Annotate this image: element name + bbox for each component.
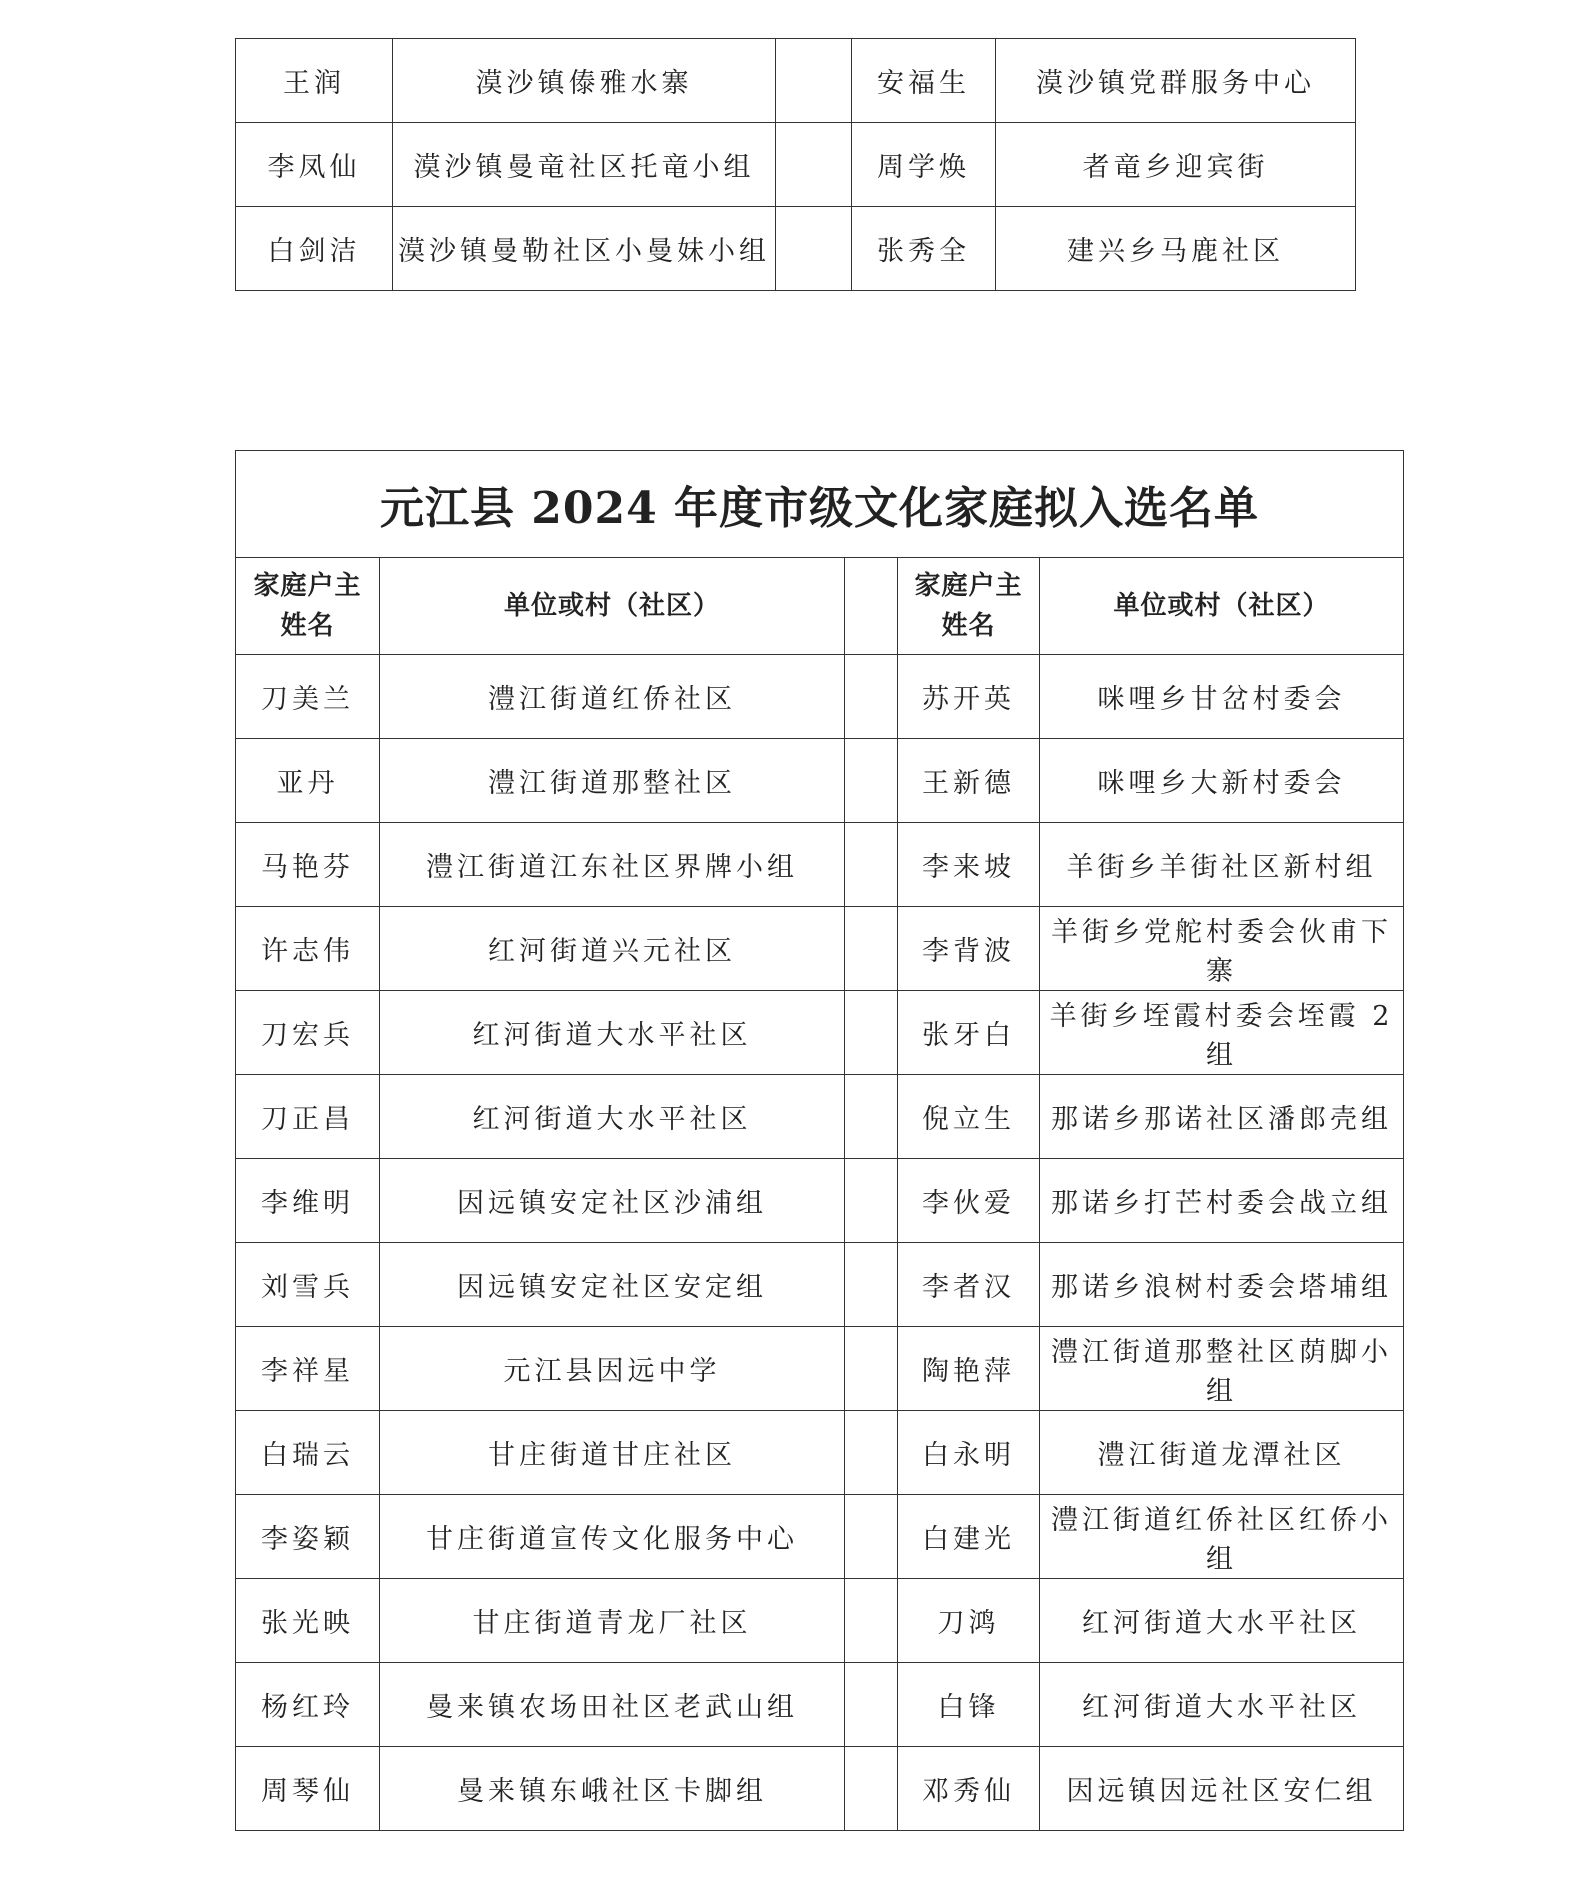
cell-unit-a: 漠沙镇曼竜社区托竜小组 [393,123,776,207]
cell-unit-b: 因远镇因远社区安仁组 [1040,1747,1404,1831]
cell-unit-a: 曼来镇农场田社区老武山组 [380,1663,845,1747]
table-row [236,1663,1404,1747]
header-name-b [898,558,1040,655]
cell-name-a: 刀美兰 [236,655,380,739]
table-row [236,739,1404,823]
cell-name-a: 亚丹 [236,739,380,823]
cell-unit-b: 咪哩乡甘岔村委会 [1040,655,1404,739]
cell-spacer [776,123,852,207]
cell-name-a: 许志伟 [236,907,380,991]
table-row [236,1075,1404,1159]
cell-name-b: 白锋 [898,1663,1040,1747]
table-row [236,655,1404,739]
table-row [236,1747,1404,1831]
cell-unit-b: 澧江街道红侨社区红侨小组 [1040,1495,1404,1579]
cell-name-b: 安福生 [852,39,996,123]
cell-name-b: 邓秀仙 [898,1747,1040,1831]
cell-name-a: 张光映 [236,1579,380,1663]
cell-name-a: 刘雪兵 [236,1243,380,1327]
header-name-a [236,558,380,655]
cell-unit-b: 建兴乡马鹿社区 [996,207,1356,291]
table-row [236,1243,1404,1327]
main-table [235,450,1404,1831]
table-row [236,1495,1404,1579]
cell-unit-b: 羊街乡垤霞村委会垤霞 2 组 [1040,991,1404,1075]
cell-spacer [845,1243,898,1327]
table-row [236,1579,1404,1663]
cell-unit-a: 曼来镇东峨社区卡脚组 [380,1747,845,1831]
cell-name-b: 李伙爱 [898,1159,1040,1243]
header-unit-b: 单位或村（社区） [1040,558,1404,655]
cell-name-a: 李祥星 [236,1327,380,1411]
table-row [236,1411,1404,1495]
title-row [236,451,1404,558]
cell-name-a: 周琴仙 [236,1747,380,1831]
cell-spacer [845,1579,898,1663]
top-table [235,38,1356,291]
cell-name-a: 马艳芬 [236,823,380,907]
cell-spacer [845,823,898,907]
cell-unit-a: 甘庄街道甘庄社区 [380,1411,845,1495]
header-name-a-line1: 家庭户主 [253,571,362,601]
cell-spacer [845,1747,898,1831]
cell-spacer [845,1159,898,1243]
top-table-body [236,39,1356,291]
cell-name-a: 李维明 [236,1159,380,1243]
cell-name-a: 王润 [236,39,393,123]
cell-spacer [845,1495,898,1579]
header-name-a-line2: 姓名 [280,611,335,641]
cell-unit-b: 咪哩乡大新村委会 [1040,739,1404,823]
table-row [236,907,1404,991]
cell-spacer [845,655,898,739]
cell-spacer [845,1075,898,1159]
table-row [236,207,1356,291]
cell-unit-a: 元江县因远中学 [380,1327,845,1411]
main-table-body [236,451,1404,1831]
cell-spacer [776,39,852,123]
cell-unit-b: 羊街乡党舵村委会伙甫下寨 [1040,907,1404,991]
table-row [236,123,1356,207]
cell-unit-a: 因远镇安定社区安定组 [380,1243,845,1327]
cell-spacer [845,1411,898,1495]
header-name-b-line1: 家庭户主 [914,571,1023,601]
cell-name-a: 白瑞云 [236,1411,380,1495]
cell-name-b: 周学焕 [852,123,996,207]
cell-unit-b: 羊街乡羊街社区新村组 [1040,823,1404,907]
cell-unit-a: 澧江街道江东社区界牌小组 [380,823,845,907]
header-unit-a: 单位或村（社区） [380,558,845,655]
cell-unit-a: 漠沙镇曼勒社区小曼妹小组 [393,207,776,291]
cell-unit-a: 澧江街道那整社区 [380,739,845,823]
table-row [236,823,1404,907]
cell-name-a: 李姿颖 [236,1495,380,1579]
cell-name-b: 李者汉 [898,1243,1040,1327]
cell-unit-b: 那诺乡打芒村委会战立组 [1040,1159,1404,1243]
cell-spacer [845,907,898,991]
cell-spacer [845,991,898,1075]
cell-unit-b: 红河街道大水平社区 [1040,1663,1404,1747]
cell-unit-b: 者竜乡迎宾街 [996,123,1356,207]
cell-unit-b: 那诺乡浪树村委会塔埔组 [1040,1243,1404,1327]
table-row [236,1159,1404,1243]
cell-unit-b: 漠沙镇党群服务中心 [996,39,1356,123]
cell-name-a: 杨红玲 [236,1663,380,1747]
table-row [236,991,1404,1075]
cell-name-b: 刀鸿 [898,1579,1040,1663]
cell-unit-a: 澧江街道红侨社区 [380,655,845,739]
cell-spacer [776,207,852,291]
cell-name-a: 刀正昌 [236,1075,380,1159]
cell-name-a: 李凤仙 [236,123,393,207]
cell-unit-b: 红河街道大水平社区 [1040,1579,1404,1663]
cell-unit-b: 澧江街道龙潭社区 [1040,1411,1404,1495]
cell-name-b: 李背波 [898,907,1040,991]
cell-name-b: 王新德 [898,739,1040,823]
cell-name-b: 倪立生 [898,1075,1040,1159]
cell-unit-a: 甘庄街道青龙厂社区 [380,1579,845,1663]
cell-unit-a: 红河街道大水平社区 [380,991,845,1075]
cell-name-b: 白建光 [898,1495,1040,1579]
cell-name-b: 陶艳萍 [898,1327,1040,1411]
header-spacer [845,558,898,655]
table-row [236,39,1356,123]
cell-name-b: 苏开英 [898,655,1040,739]
table-title: 元江县 2024 年度市级文化家庭拟入选名单 [236,451,1404,558]
cell-unit-b: 澧江街道那整社区荫脚小组 [1040,1327,1404,1411]
cell-name-b: 张秀全 [852,207,996,291]
header-name-b-line2: 姓名 [941,611,996,641]
cell-spacer [845,739,898,823]
cell-name-a: 白剑洁 [236,207,393,291]
table-row [236,1327,1404,1411]
cell-name-b: 白永明 [898,1411,1040,1495]
cell-unit-a: 红河街道兴元社区 [380,907,845,991]
cell-unit-a: 因远镇安定社区沙浦组 [380,1159,845,1243]
cell-name-a: 刀宏兵 [236,991,380,1075]
cell-name-b: 李来坡 [898,823,1040,907]
cell-unit-a: 漠沙镇傣雅水寨 [393,39,776,123]
cell-name-b: 张牙白 [898,991,1040,1075]
cell-unit-a: 甘庄街道宣传文化服务中心 [380,1495,845,1579]
cell-spacer [845,1327,898,1411]
cell-unit-b: 那诺乡那诺社区潘郎壳组 [1040,1075,1404,1159]
cell-unit-a: 红河街道大水平社区 [380,1075,845,1159]
cell-spacer [845,1663,898,1747]
header-row [236,558,1404,655]
